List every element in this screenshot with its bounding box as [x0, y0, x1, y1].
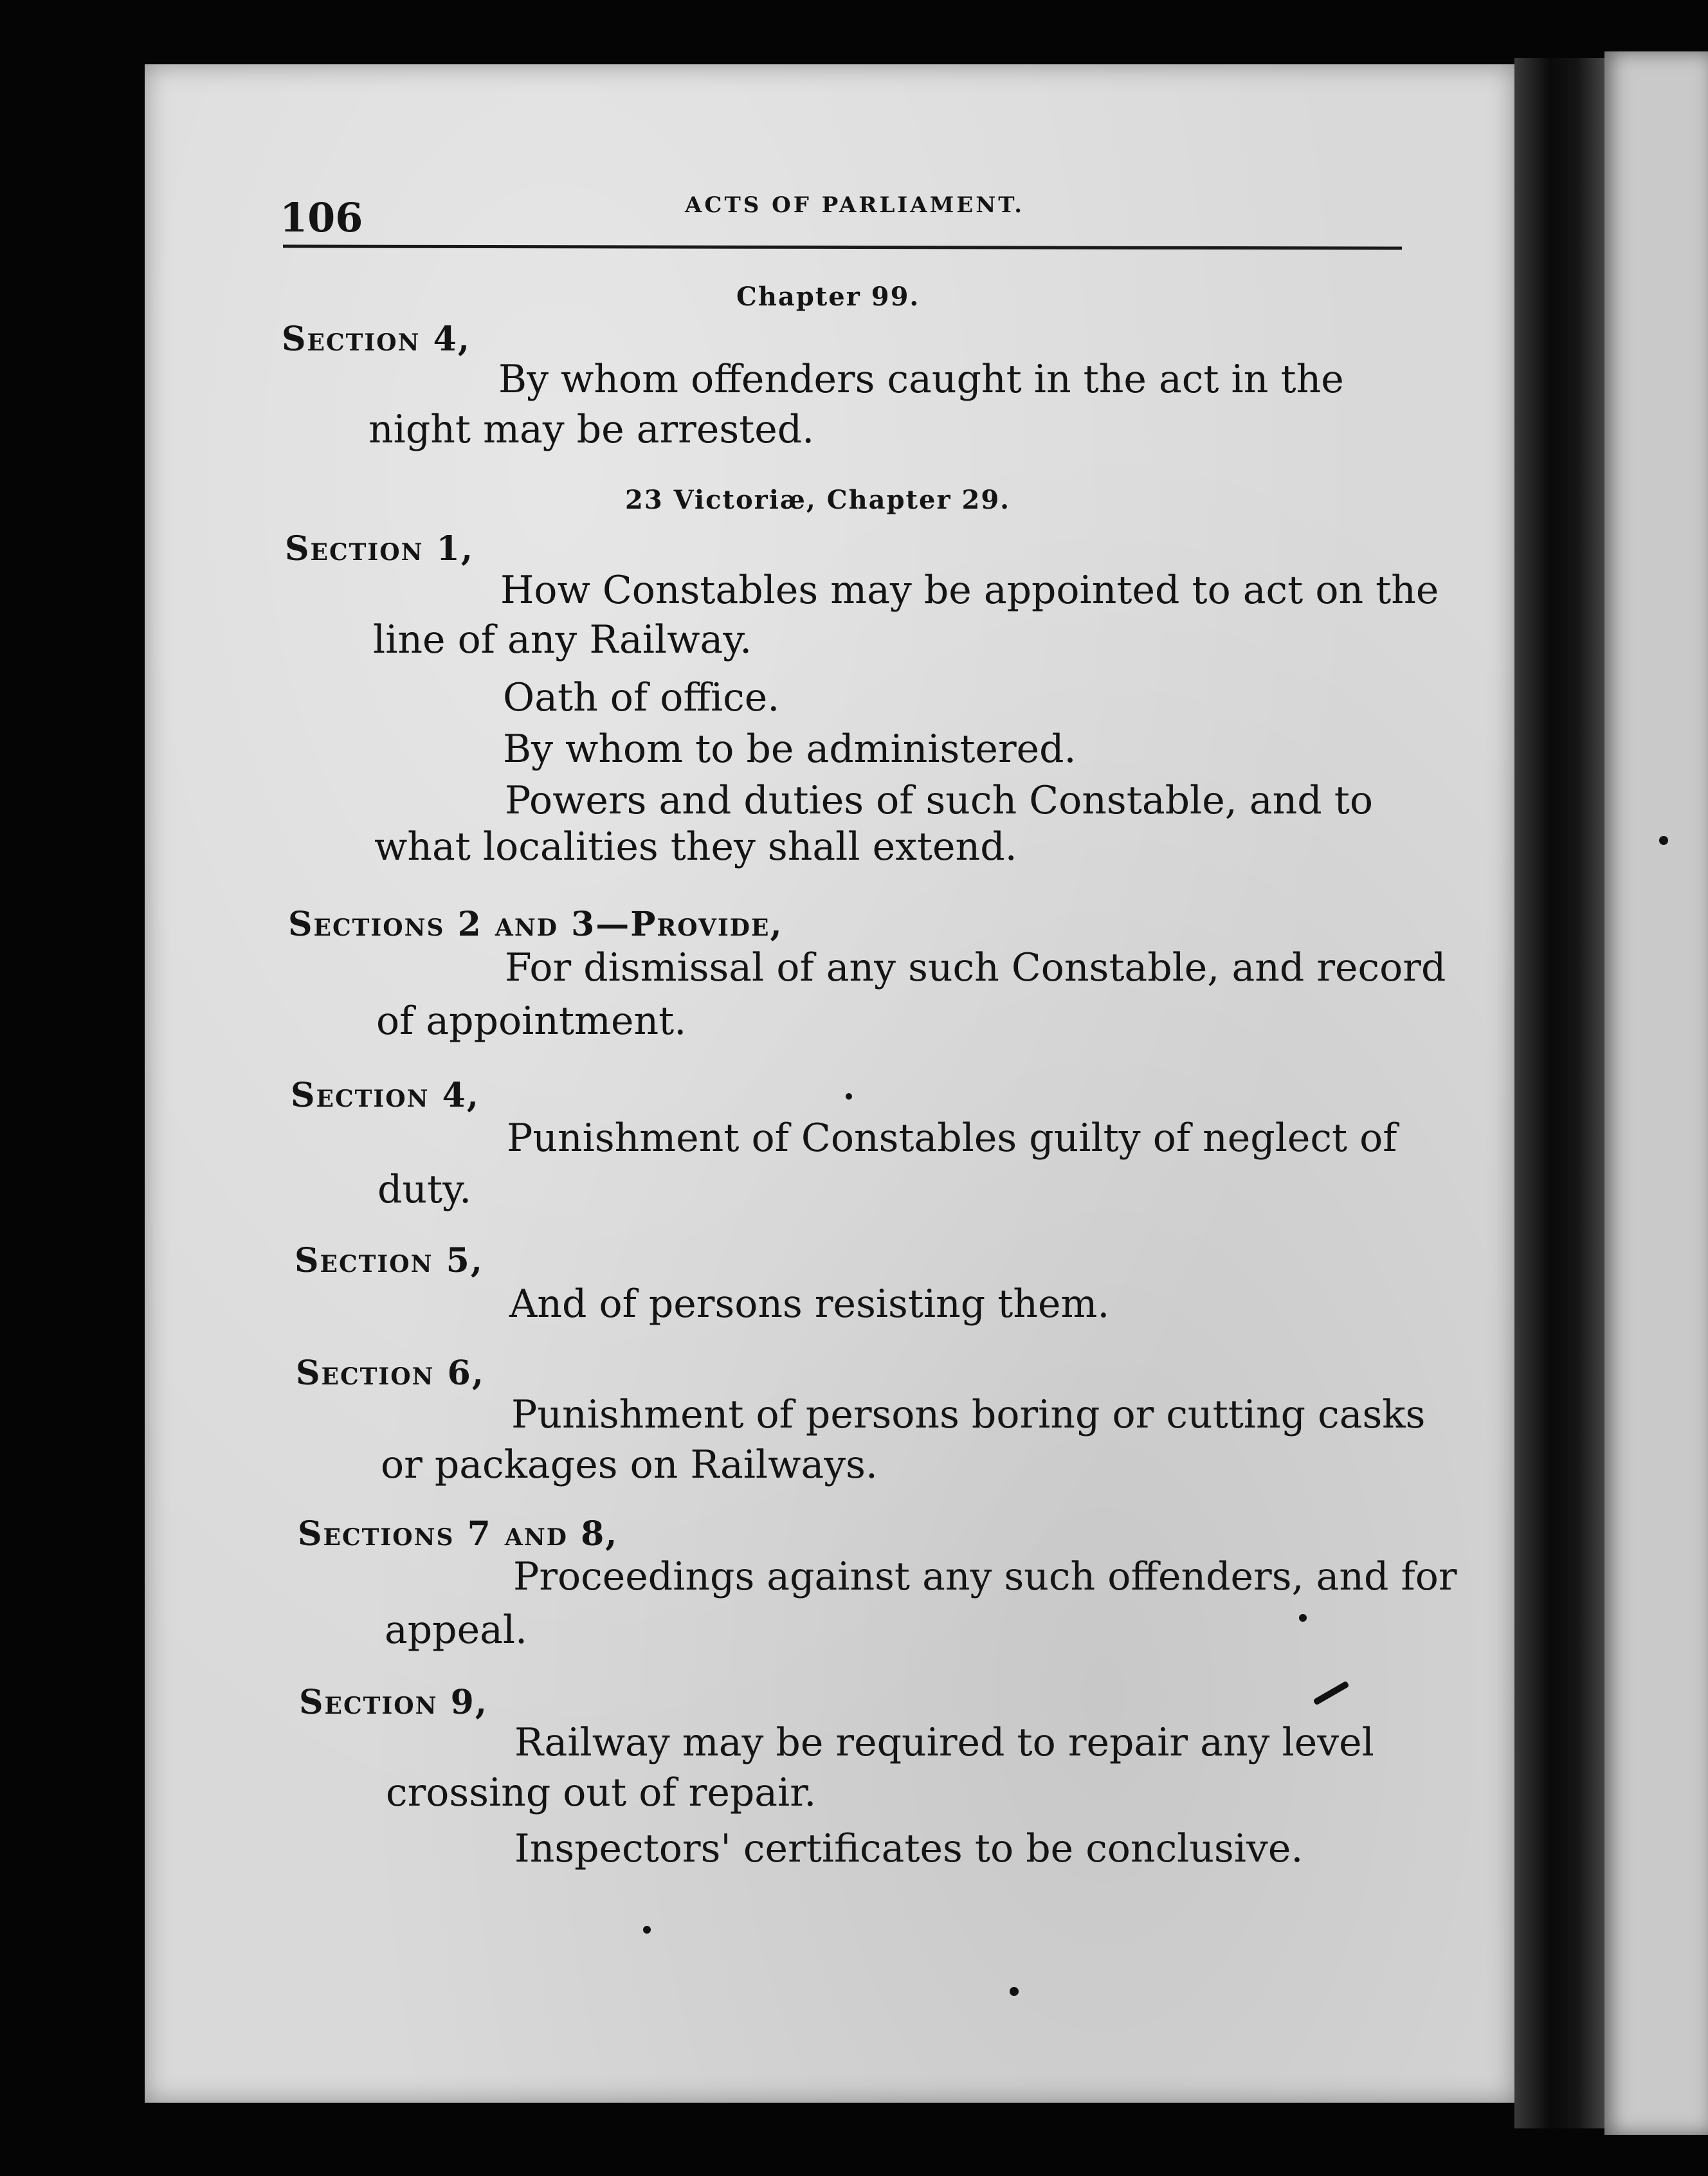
sections-2-3-label: Sections 2 and 3—Provide, — [288, 905, 783, 944]
chapter-99-section-4-line-1: By whom offenders caught in the act in the — [498, 357, 1344, 402]
sections-2-3-line-1: For dismissal of any such Constable, and record — [505, 945, 1446, 990]
section-4-line-1: Punishment of Constables guilty of neglect of — [507, 1116, 1397, 1161]
sections-7-8-line-1: Proceedings against any such offenders, and for — [513, 1554, 1457, 1599]
section-1-line-4: By whom to be administered. — [503, 727, 1077, 772]
section-1-line-5: Powers and duties of such Constable, and to — [505, 778, 1373, 823]
section-6-line-1: Punishment of persons boring or cutting casks — [511, 1392, 1426, 1437]
section-6-label: Section 6, — [296, 1354, 485, 1393]
chapter-99-section-4-label: Section 4, — [282, 320, 471, 359]
sections-7-8-label: Sections 7 and 8, — [298, 1514, 619, 1554]
facing-page-edge — [1604, 51, 1708, 2135]
chapter-99-section-4-line-2: night may be arrested. — [368, 407, 815, 452]
section-1-line-1: How Constables may be appointed to act on the — [500, 568, 1439, 613]
chapter-99-heading: Chapter 99. — [736, 282, 920, 312]
section-9-line-1: Railway may be required to repair any level — [514, 1720, 1374, 1765]
section-9-line-2: crossing out of repair. — [386, 1770, 817, 1815]
section-4-line-2: duty. — [377, 1167, 472, 1212]
section-1-label: Section 1, — [285, 529, 474, 568]
section-5-label: Section 5, — [295, 1241, 484, 1280]
page-number: 106 — [280, 194, 363, 241]
section-1-line-2: line of any Railway. — [373, 617, 752, 662]
section-1-line-3: Oath of office. — [503, 675, 780, 720]
sections-7-8-line-2: appeal. — [385, 1608, 528, 1653]
ink-speck — [846, 1093, 852, 1100]
section-5-line-1: And of persons resisting them. — [509, 1282, 1110, 1327]
book-gutter — [1514, 58, 1604, 2128]
section-1-line-6: what localities they shall extend. — [374, 824, 1017, 869]
ink-speck — [1010, 1987, 1019, 1996]
running-head: ACTS OF PARLIAMENT. — [685, 192, 1025, 218]
section-6-line-2: or packages on Railways. — [381, 1442, 878, 1487]
section-9-label: Section 9, — [299, 1683, 488, 1722]
ink-speck — [643, 1926, 651, 1934]
section-9-line-3: Inspectors' certificates to be conclusive. — [514, 1826, 1304, 1871]
sections-2-3-line-2: of appointment. — [376, 999, 687, 1044]
section-4-label: Section 4, — [291, 1076, 480, 1115]
ink-speck — [1659, 836, 1668, 845]
ink-speck — [1299, 1614, 1307, 1622]
victoriae-chapter-heading: 23 Victoriæ, Chapter 29. — [625, 485, 1011, 515]
